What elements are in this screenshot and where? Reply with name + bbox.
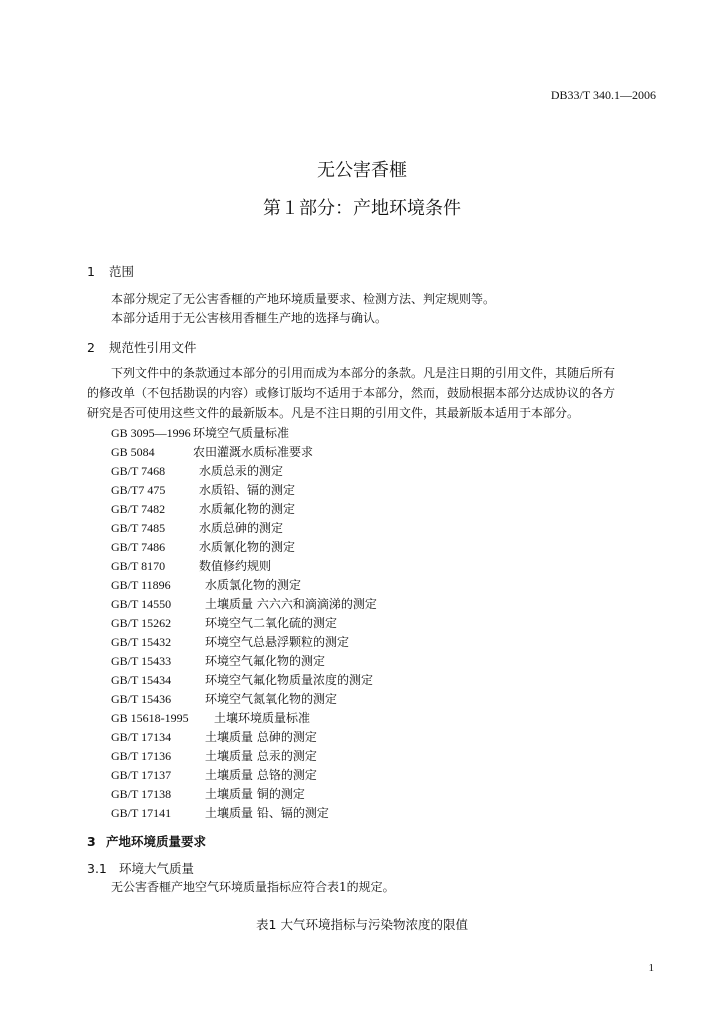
ref-code: GB/T 15436 — [111, 692, 172, 706]
table-1-caption: 表1 大气环境指标与污染物浓度的限值 — [256, 917, 468, 932]
ref-item — [111, 576, 301, 593]
ref-item — [111, 443, 313, 460]
ref-code: GB 3095—1996 — [111, 426, 191, 440]
ref-code: GB/T 17136 — [111, 749, 172, 763]
section-2-heading — [87, 338, 197, 356]
ref-code: GB/T 14550 — [111, 597, 172, 611]
section-3-1-line: 无公害香榧产地空气环境质量指标应符合表1的规定。 — [111, 880, 395, 894]
section-3-heading — [87, 832, 206, 850]
section-1-line-1: 本部分规定了无公害香榧的产地环境质量要求、检测方法、判定规则等。 — [111, 292, 496, 306]
ref-code: GB 15618-1995 — [111, 711, 189, 725]
ref-title: 农田灌溉水质标准要求 — [193, 445, 314, 459]
ref-item — [111, 804, 329, 821]
ref-item — [111, 728, 317, 745]
section-title: 环境大气质量 — [119, 861, 195, 876]
ref-item — [111, 500, 295, 517]
ref-title: 土壤质量 总砷的测定 — [205, 730, 317, 744]
ref-item — [111, 709, 310, 726]
ref-title: 土壤质量 总汞的测定 — [205, 749, 317, 763]
ref-title: 土壤质量 六六六和滴滴涕的测定 — [205, 597, 377, 611]
ref-title: 土壤质量 总铬的测定 — [205, 768, 317, 782]
ref-title: 水质总砷的测定 — [199, 521, 284, 535]
ref-title: 环境空气总悬浮颗粒的测定 — [205, 635, 350, 649]
section-2-para-line-3: 研究是否可使用这些文件的最新版本。凡是不注日期的引用文件，其最新版本适用于本部分。 — [87, 406, 580, 420]
ref-item — [111, 671, 373, 688]
section-number: 2 — [87, 340, 95, 355]
ref-code: GB/T 17137 — [111, 768, 172, 782]
ref-code: GB 5084 — [111, 445, 155, 459]
document-subtitle: 第１部分：产地环境条件 — [263, 198, 461, 219]
ref-code: GB/T 17134 — [111, 730, 172, 744]
ref-code: GB/T 15432 — [111, 635, 172, 649]
ref-item — [111, 557, 271, 574]
ref-item — [111, 747, 317, 764]
ref-item — [111, 462, 283, 479]
ref-item — [111, 519, 283, 536]
ref-code: GB/T7 475 — [111, 483, 166, 497]
ref-title: 水质氰化物的测定 — [199, 540, 296, 554]
ref-code: GB/T 7482 — [111, 502, 166, 516]
document-title: 无公害香榧 — [317, 160, 407, 181]
ref-item — [111, 614, 337, 631]
ref-item — [111, 652, 325, 669]
ref-code: GB/T 11896 — [111, 578, 171, 592]
ref-title: 水质铅、镉的测定 — [199, 483, 296, 497]
ref-code: GB/T 15433 — [111, 654, 172, 668]
ref-item — [111, 595, 377, 612]
ref-item — [111, 766, 317, 783]
ref-item — [111, 785, 305, 802]
ref-item — [111, 633, 349, 650]
ref-code: GB/T 15262 — [111, 616, 172, 630]
section-1-line-2: 本部分适用于无公害核用香榧生产地的选择与确认。 — [111, 311, 388, 325]
section-number: 3.1 — [87, 861, 107, 876]
standard-code: DB33/T 340.1—2006 — [550, 88, 656, 102]
section-number: 3 — [87, 834, 96, 849]
ref-title: 数值修约规则 — [199, 559, 272, 573]
ref-title: 土壤质量 铜的测定 — [205, 787, 305, 801]
section-number: 1 — [87, 264, 95, 279]
section-title: 规范性引用文件 — [109, 340, 197, 355]
ref-item — [111, 538, 295, 555]
ref-code: GB/T 7468 — [111, 464, 166, 478]
ref-code: GB/T 7486 — [111, 540, 166, 554]
section-2-para-line-1: 下列文件中的条款通过本部分的引用而成为本部分的条款。凡是注日期的引用文件，其随后所有 — [111, 366, 616, 380]
ref-title: 水质氟化物的测定 — [199, 502, 296, 516]
ref-code: GB/T 17138 — [111, 787, 172, 801]
ref-title: 环境空气二氧化硫的测定 — [205, 616, 338, 630]
section-title: 产地环境质量要求 — [106, 834, 207, 849]
ref-title: 环境空气氟化物的测定 — [205, 654, 326, 668]
page-number: 1 — [648, 962, 654, 974]
ref-code: GB/T 15434 — [111, 673, 172, 687]
ref-item — [111, 690, 337, 707]
ref-title: 环境空气氟化物质量浓度的测定 — [205, 673, 374, 687]
ref-title: 水质氯化物的测定 — [205, 578, 302, 592]
ref-title: 土壤环境质量标准 — [214, 711, 311, 725]
ref-item — [111, 481, 295, 498]
section-title: 范围 — [109, 264, 135, 279]
ref-code: GB/T 7485 — [111, 521, 166, 535]
ref-code: GB/T 8170 — [111, 559, 166, 573]
section-3-1-heading — [87, 859, 194, 877]
ref-item — [111, 424, 289, 441]
ref-title: 环境空气质量标准 — [193, 426, 290, 440]
ref-title: 环境空气氮氧化物的测定 — [205, 692, 338, 706]
section-2-para-line-2: 的修改单（不包括勘误的内容）或修订版均不适用于本部分，然而，鼓励根据本部分达成协议的各方 — [87, 386, 616, 400]
ref-title: 水质总汞的测定 — [199, 464, 284, 478]
ref-code: GB/T 17141 — [111, 806, 172, 820]
section-1-heading — [87, 262, 134, 280]
ref-title: 土壤质量 铅、镉的测定 — [205, 806, 329, 820]
